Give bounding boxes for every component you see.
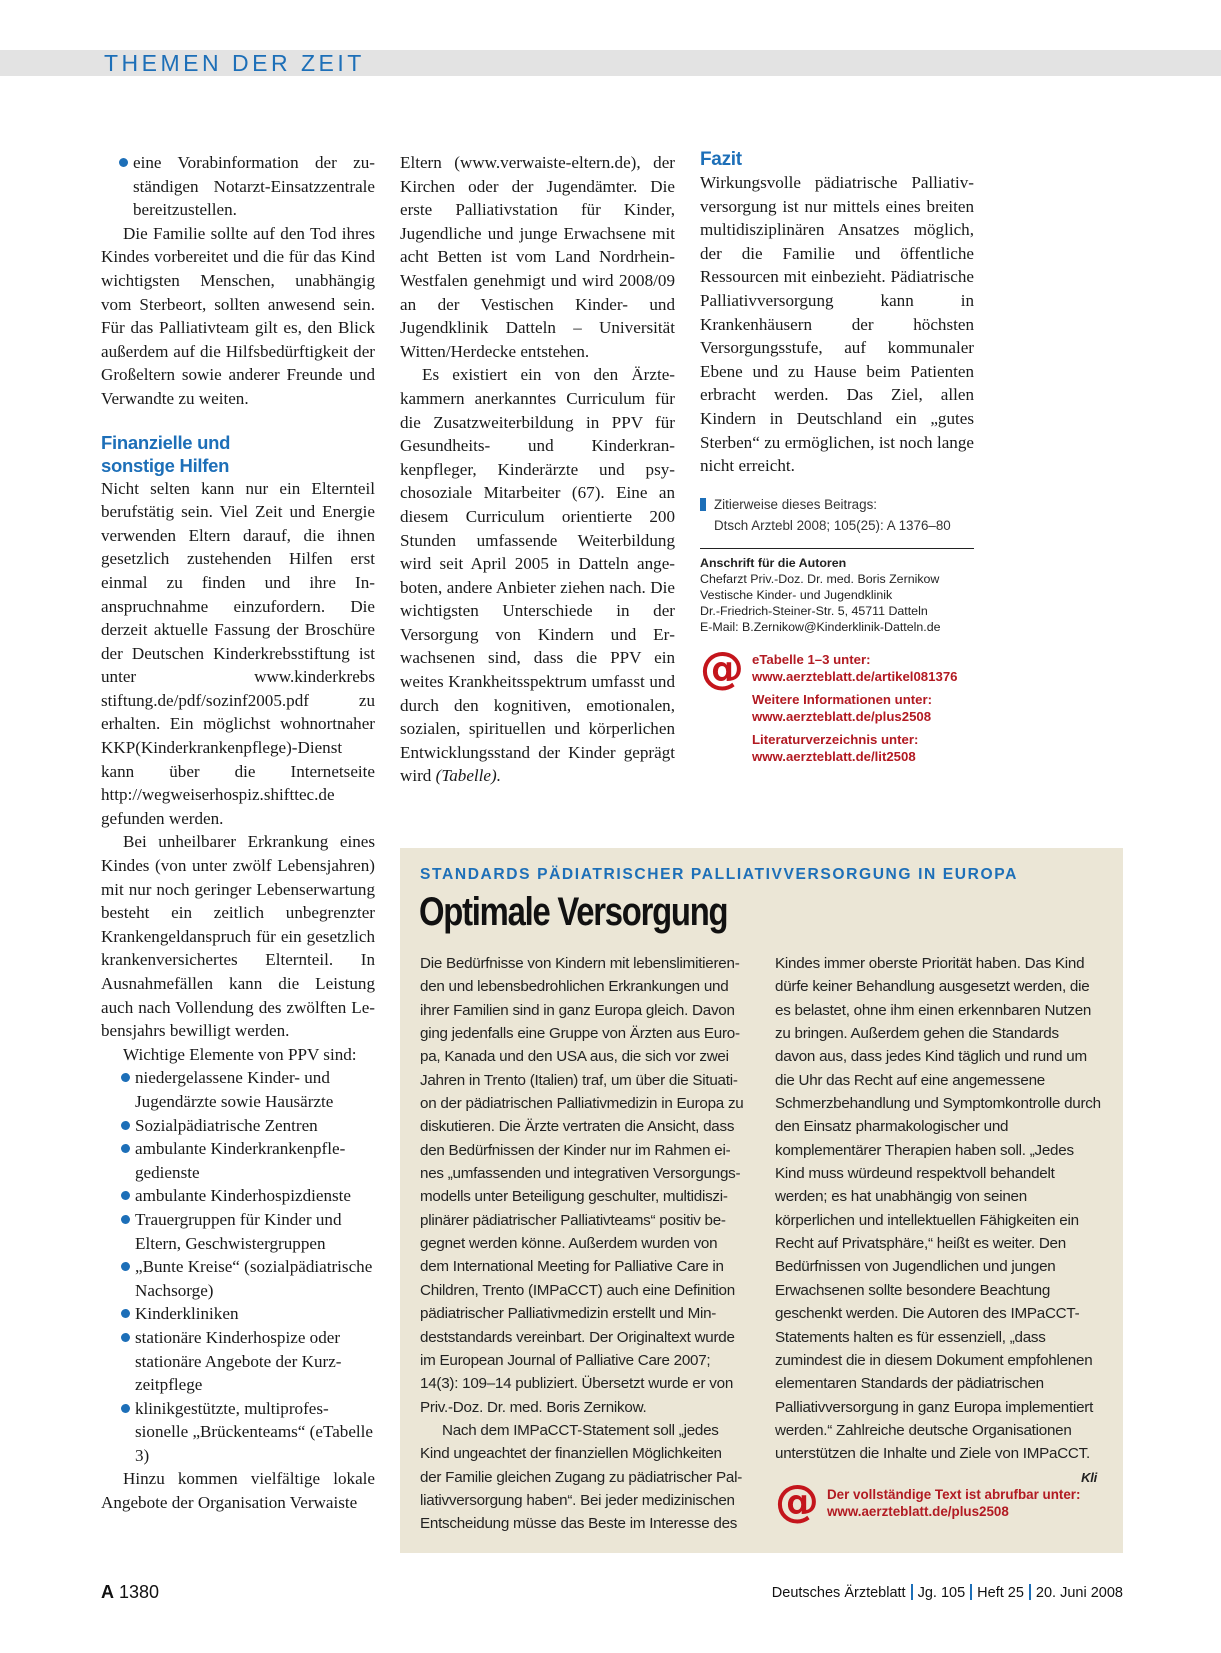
page-number-value: 1380 — [119, 1582, 160, 1602]
paragraph: Wirkungsvolle pädiatrische Palliativversorgung ist nur mittels eines breiten multidisziplinären Ansatzes möglich, der die Familie und öffentliche Ressourcen mit einbezieht. Pädiatrische Palliativversorgung kann in Krankenhäusern der höchsten Versorgungsstufe, auf kommunaler Ebene und zu Hause beim Patienten erbracht werden. Das Ziel, allen Kindern in Deutschland ein „gutes Sterben“ zu ermöglichen, ist noch lange nicht erreicht. — [700, 173, 974, 476]
list-item: eine Vorabinformation der zuständigen Notarzt-Einsatzzentrale bereitzustellen. — [119, 151, 375, 222]
journal-footer — [772, 1584, 1123, 1601]
table-reference: (Tabelle). — [435, 766, 501, 786]
bullet-list-top — [119, 151, 375, 222]
list-item: ambulante Kinderhospizdienste — [121, 1184, 375, 1208]
at-icon: @ — [775, 1476, 819, 1527]
address-line: Chefarzt Priv.-Doz. Dr. med. Boris Zernikow — [700, 571, 940, 586]
list-item: klinikgestützte, multiprofessionelle „Brückenteams“ (eTabelle 3) — [121, 1397, 375, 1468]
etabelle-link[interactable]: www.aerzteblatt.de/artikel081376 — [752, 668, 958, 684]
section-title: THEMEN DER ZEIT — [104, 50, 365, 76]
paragraph-text: Es existiert ein von den Ärztekammern anerkanntes Curriculum für die Zusatzweiterbildung in PPV für Gesundheits- und Kinderkrankenpfleger, Kinderärzte und psychosoziale Mitarbeiter (67). Eine an diesem Curriculum orientierte 200 Stunden umfassende Weiterbildung wird seit April 2005 in Datteln angeboten, andere Anbieter ziehen nach. Die wichtigsten Unterschiede in der Versorgung von Kindern und Erwachsenen sind, dass die PPV ein weites Krankheitsspektrum umfasst und durch den kognitiven, emotionalen, sozialen, spirituellen und körperlichen Entwicklungsstand der Kinder geprägt wird — [400, 365, 675, 786]
author-address — [700, 555, 974, 635]
address-title: Anschrift für die Autoren — [700, 555, 847, 570]
full-text-link[interactable]: www.aerzteblatt.de/plus2508 — [827, 1504, 1009, 1519]
paragraph: Wichtige Elemente von PPV sind: — [123, 1044, 357, 1064]
subheading-finanzielle-hilfen: Finanzielle und sonstige Hilfen — [101, 431, 231, 476]
paragraph — [400, 363, 675, 788]
citation-label: Zitierweise dieses Beitrags: — [714, 496, 877, 512]
separator — [911, 1584, 913, 1600]
list-item: niedergelassene Kinder- und Jugendärzte sowie Hausärzte — [121, 1066, 375, 1113]
paragraph: Die Familie sollte auf den Tod ihres Kindes vorbereitet und die für das Kind wichtigsten Menschen, unabhängig vom Sterbeort, sollten anwesend sein. Für das Palliativteam gilt es, den Blick außerdem auf die Hilfsbedürftigkeit der Großeltern sowie anderer Freunde und Verwandte zu weiten. — [101, 223, 375, 408]
literatur-link[interactable]: www.aerzteblatt.de/lit2508 — [752, 748, 916, 764]
address-line: Vestische Kinder- und Jugendklinik — [700, 587, 893, 602]
box-headline: Optimale Versorgung — [419, 890, 728, 934]
link-label: Literaturverzeichnis unter: — [752, 731, 919, 747]
list-item: stationäre Kinderhospize oder stationäre Angebote der Kurzzeitpflege — [121, 1326, 375, 1397]
author-tag: Kli — [1081, 1469, 1097, 1485]
paragraph: Nach dem IMPaCCT-Statement soll „jedes Kind ungeachtet der finanziellen Möglichkeiten der Familie gleichen Zugang zu pädiatrischer Palliativversorgung haben“. Bei jeder medizinischen Entscheidung müsse das Beste im Interesse des — [420, 1421, 743, 1533]
link-label: Weitere Informationen unter: — [752, 691, 933, 707]
at-icon: @ — [700, 642, 744, 694]
subheading-fazit: Fazit — [700, 149, 742, 170]
page-prefix: A — [101, 1582, 114, 1602]
list-item: „Bunte Kreise“ (sozialpädiatrische Nachsorge) — [121, 1255, 375, 1302]
journal-name: Deutsches Ärzteblatt — [771, 1585, 906, 1601]
journal-volume: Jg. 105 — [917, 1585, 966, 1601]
info-box — [400, 848, 1123, 1553]
paragraph: Hinzu kommen vielfältige lokale Angebote der Organisation Verwaiste — [101, 1469, 375, 1513]
box-column-right — [775, 952, 1101, 1489]
ppv-elements-list — [121, 1066, 375, 1467]
paragraph — [775, 952, 1101, 1485]
journal-issue: Heft 25 — [977, 1585, 1024, 1601]
box-kicker: STANDARDS PÄDIATRISCHER PALLIATIVVERSORGUNG IN EUROPA — [420, 866, 1018, 883]
separator — [1029, 1584, 1031, 1600]
article-column-2 — [400, 151, 675, 788]
address-line: Dr.-Friedrich-Steiner-Str. 5, 45711 Datteln — [700, 603, 928, 618]
link-label: Der vollständige Text ist abrufbar unter: — [827, 1487, 1081, 1502]
list-item: Kinderkliniken — [121, 1302, 375, 1326]
journal-date: 20. Juni 2008 — [1035, 1585, 1123, 1601]
address-email: E-Mail: B.Zernikow@Kinderklinik-Datteln.de — [700, 619, 941, 634]
separator — [970, 1584, 972, 1600]
paragraph: Die Bedürfnisse von Kindern mit lebenslimitierenden und lebensbedrohlichen Erkrankungen und ihrer Familien sind in ganz Europa gleich. Davon ging jedenfalls eine Gruppe von Ärzten aus Europa, Kanada und den USA aus, die sich vor zwei Jahren in Trento (Italien) traf, um über die Situation der pädiatrischen Palliativmedizin in Europa zu diskutieren. Die Ärzte vertraten die Ansicht, dass den Bedürfnissen der Kinder nur im Rahmen eines „umfassenden und integrativen Versorgungsmodells unter Beteiligung geschulter, multidisziplinärer pädiatrischer Palliativteams“ positiv begegnet werden könne. Außerdem wurden von dem International Meeting for Palliative Care in Children, Trento (IMPaCCT) auch eine Definition pädiatrischer Palliativmedizin erstellt und Mindeststandards vereinbart. Der Originaltext wurde im European Journal of Palliative Care 2007; 14(3): 109–14 publiziert. Übersetzt wurde er von Priv.-Doz. Dr. med. Boris Zernikow. — [420, 955, 744, 1416]
list-item: Sozialpädiatrische Zentren — [121, 1114, 375, 1138]
online-links — [700, 642, 974, 765]
article-column-1 — [101, 151, 375, 1515]
citation-reference: Dtsch Arztebl 2008; 105(25): A 1376–80 — [714, 517, 951, 533]
list-item: ambulante Kinderkrankenpflegedienste — [121, 1137, 375, 1184]
divider — [700, 548, 974, 549]
paragraph: Bei unheilbarer Erkrankung eines Kindes (von unter zwölf Lebensjahren) mit nur noch geringer Lebenserwartung besteht ein zeitlich unbegrenzter Krankengeldanspruch für ein gesetzlich krankenversichertes Elternteil. In Ausnahmefällen kann die Leistung auch nach Vollendung des zwölften Lebensjahrs bewilligt werden. — [101, 832, 375, 1041]
list-item: Trauergruppen für Kinder und Eltern, Geschwistergruppen — [121, 1208, 375, 1255]
weitere-info-link[interactable]: www.aerzteblatt.de/plus2508 — [752, 708, 932, 724]
paragraph: Nicht selten kann nur ein Elternteil berufstätig sein. Viel Zeit und Energie verwenden Eltern darauf, die ihnen gesetzlich zustehenden Hilfen erst einmal zu finden und ihre Inanspruchnahme einzufordern. Die derzeit aktuelle Fassung der Broschüre der Deutschen Kinderkrebsstiftung ist unter www.kinderkrebs stiftung.de/pdf/sozinf2005.pdf zu erhalten. Ein möglichst wohnortnaher KKP(Kinderkrankenpflege)-Dienst kann über die Internetseite http://wegweiserhospiz.shifttec.de gefunden werden. — [101, 478, 375, 828]
page-number — [101, 1582, 159, 1603]
paragraph-text: Kindes immer oberste Priorität haben. Das Kind dürfe keiner Behandlung ausgesetzt werden, die es belastet, ohne ihm einen erkennbaren Nutzen zu bringen. Außerdem gehen die Standards davon aus, dass jedes Kind täglich und rund um die Uhr das Recht auf eine angemessene Schmerzbehandlung und Symptomkontrolle durch den Einsatz pharmakologischer und komplementärer Therapien haben soll. „Jedes Kind muss würdeund respektvoll behandelt werden; es hat unabhängig von seinen körperlichen und intellektuellen Fähigkeiten ein Recht auf Privatsphäre,“ heißt es weiter. Den Bedürfnissen von Jugendlichen und jungen Erwachsenen sollte besondere Beachtung geschenkt werden. Die Autoren des IMPaCCT-Statements halten es für essenziell, „dass zumindest die in diesem Dokument empfohlenen elementaren Standards der pädiatrischen Palliativversorgung in ganz Europa implementiert werden.“ Zahlreiche deutsche Organisationen unterstützen die Inhalte und Ziele von IMPaCCT. — [775, 955, 1101, 1463]
link-label: eTabelle 1–3 unter: — [752, 651, 871, 667]
article-column-3 — [700, 148, 974, 765]
citation-note — [700, 494, 974, 536]
paragraph: Eltern (www.verwaiste-eltern.de), der Kirchen oder der Jugendämter. Die erste Palliativstation für Kinder, Jugendliche und junge Erwachsene mit acht Betten ist vom Land Nordrhein-Westfalen genehmigt und wird 2008/09 an der Vestischen Kinder- und Jugendklinik Datteln – Universität Witten/Herdecke entstehen. — [400, 153, 675, 361]
box-column-left — [420, 952, 746, 1536]
